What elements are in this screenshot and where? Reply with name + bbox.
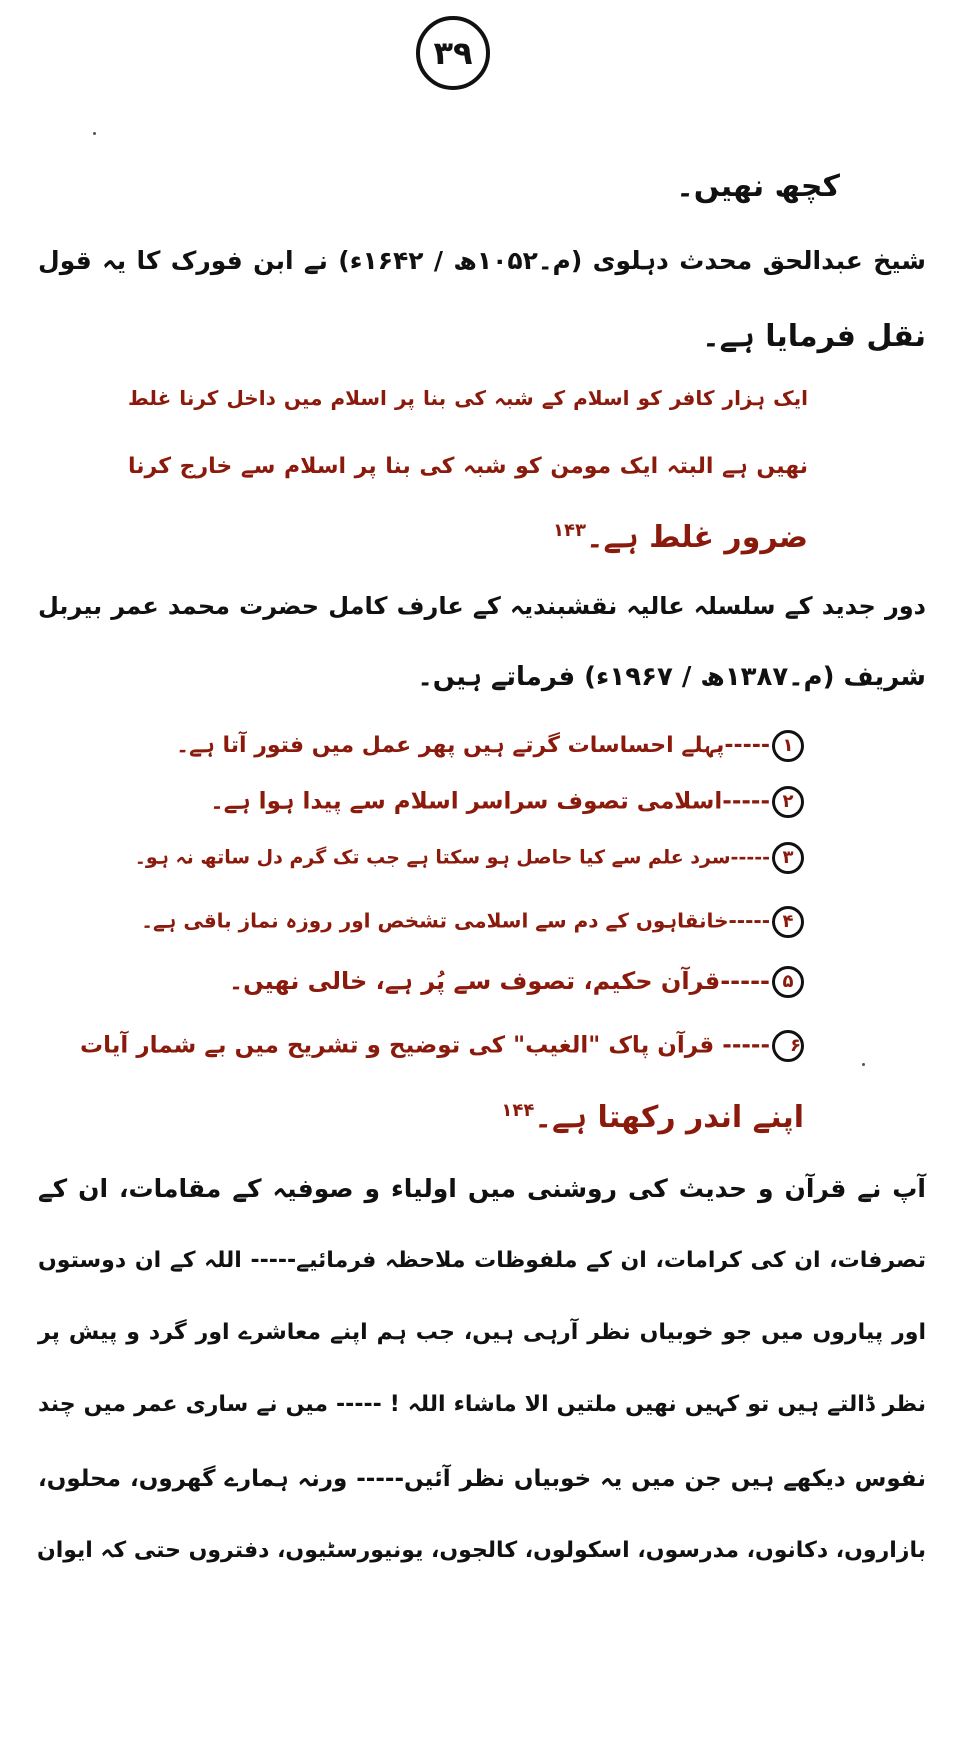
- page-number: ۳۹: [416, 16, 490, 90]
- text-line: دور جدید کے سلسلہ عالیہ نقشبندیہ کے عارف کامل حضرت محمد عمر بیربل: [38, 592, 926, 620]
- list-item: ۱-----پہلے احساسات گرتے ہیں پھر عمل میں فتور آتا ہے۔: [160, 730, 804, 762]
- speck: [862, 1063, 865, 1066]
- quote-line: ایک ہزار کافر کو اسلام کے شبہ کی بنا پر اسلام میں داخل کرنا غلط: [128, 386, 808, 410]
- text-line: نقل فرمایا ہے۔: [702, 319, 926, 354]
- list-item: ۳-----سرد علم سے کیا حاصل ہو سکتا ہے جب تک گرم دل ساتھ نہ ہو۔: [120, 842, 804, 874]
- text-line: شیخ عبدالحق محدث دہلوی (م۔۱۰۵۲ھ / ۱۶۴۲ء) نے ابن فورک کا یہ قول: [38, 246, 926, 275]
- text-line: اور پیاروں میں جو خوبیاں نظر آرہی ہیں، جب ہم اپنے معاشرے اور گرد و پیش پر: [38, 1320, 926, 1345]
- item-number: ۲: [772, 786, 804, 818]
- item-number: ۵: [772, 966, 804, 998]
- text-line: آپ نے قرآن و حدیث کی روشنی میں اولیاء و صوفیہ کے مقامات، ان کے: [38, 1174, 926, 1203]
- text-line: نفوس دیکھے ہیں جن میں یہ خوبیاں نظر آئیں----- ورنہ ہمارے گھروں، محلوں،: [38, 1466, 926, 1492]
- item-number: ۳: [772, 842, 804, 874]
- item-number: ۶: [772, 1030, 804, 1062]
- text-line: بازاروں، دکانوں، مدرسوں، اسکولوں، کالجوں، یونیورسٹیوں، دفتروں حتی کہ ایوان: [36, 1538, 926, 1563]
- footnote-ref: ۱۴۳: [552, 520, 586, 541]
- footnote-ref: ۱۴۴: [501, 1100, 535, 1121]
- item-number: ۴: [772, 906, 804, 938]
- text-line: کچھ نھیں۔: [676, 169, 840, 204]
- list-item: ۶----- قرآن پاک "الغیب" کی توضیح و تشریح میں بے شمار آیات: [80, 1030, 804, 1062]
- text-line: تصرفات، ان کی کرامات، ان کے ملفوظات ملاحظہ فرمائیے----- اللہ کے ان دوستوں: [38, 1248, 926, 1273]
- quote-line: نھیں ہے البتہ ایک مومن کو شبہ کی بنا پر اسلام سے خارج کرنا: [128, 454, 808, 479]
- speck: [93, 132, 96, 135]
- list-item: ۴-----خانقاہوں کے دم سے اسلامی تشخص اور روزہ نماز باقی ہے۔: [120, 906, 804, 938]
- item-number: ۱: [772, 730, 804, 762]
- list-item: ۲-----اسلامی تصوف سراسر اسلام سے پیدا ہوا ہے۔: [200, 786, 804, 818]
- quote-line: ضرور غلط ہے۔$^{۱۴۳}$: [552, 520, 808, 555]
- list-item-continuation: اپنے اندر رکھتا ہے۔$^{۱۴۴}$: [501, 1100, 804, 1135]
- list-item: ۵-----قرآن حکیم، تصوف سے پُر ہے، خالی نھیں۔: [220, 966, 804, 998]
- text-line: شریف (م۔۱۳۸۷ھ / ۱۹۶۷ء) فرماتے ہیں۔: [417, 662, 926, 692]
- text-line: نظر ڈالتے ہیں تو کہیں نھیں ملتیں الا ماشاء اللہ ! ----- میں نے ساری عمر میں چند: [38, 1392, 926, 1417]
